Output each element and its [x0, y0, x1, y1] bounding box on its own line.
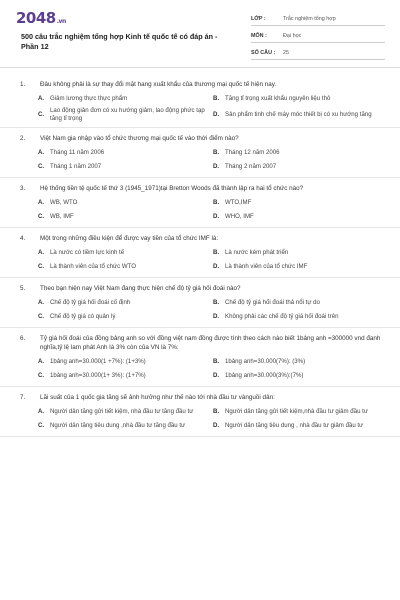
question-number: 6.: [20, 335, 26, 342]
option-letter: B.: [213, 199, 220, 206]
answer-option[interactable]: [38, 420, 213, 432]
logo-suffix: .vn: [56, 18, 66, 25]
answer-option[interactable]: [38, 147, 213, 159]
question-text: Đâu không phải là sự thay đổi mặt hang xuất khẩu của thương mại quốc tế hiện nay.: [40, 81, 277, 88]
question-item: [0, 74, 400, 128]
option-text: Lao động giản đơn có xu hướng giảm, lao động phức tạp tăng tỉ trọng: [50, 107, 205, 122]
option-text: Tăng tỉ trọng xuất khẩu nguyên liệu thô: [225, 95, 331, 102]
question-number: 4.: [20, 235, 26, 242]
answer-option[interactable]: [38, 311, 213, 323]
option-text: Người dân tăng tiêu dung ,nhà đầu tư tăng đầu tư: [50, 422, 186, 429]
document-meta: [251, 12, 385, 63]
question-item: [0, 328, 400, 387]
question-item: [0, 178, 400, 228]
option-text: 1bảng anh=30.000(7%): (3%): [225, 358, 306, 365]
option-letter: B.: [213, 358, 220, 365]
option-letter: A.: [38, 299, 45, 306]
answer-option[interactable]: [38, 247, 213, 259]
option-letter: A.: [38, 95, 45, 102]
option-text: Chế độ tỷ giá có quản lý: [50, 313, 116, 320]
answer-option[interactable]: [38, 161, 213, 173]
question-text: Hệ thống tiền tệ quốc tế thứ 3 (1945_1971)tại Bretton Woods đã thành lập ra hai tổ chức nào?: [40, 185, 304, 192]
question-number: 5.: [20, 285, 26, 292]
meta-value: Đại học: [283, 32, 302, 39]
option-letter: A.: [38, 149, 45, 156]
option-letter: D.: [213, 372, 220, 379]
answer-option[interactable]: [38, 261, 213, 273]
answer-option[interactable]: [213, 311, 388, 323]
answer-option[interactable]: [38, 297, 213, 309]
option-letter: A.: [38, 249, 45, 256]
option-text: Tháng 12 năm 2006: [225, 149, 280, 156]
option-letter: D.: [213, 263, 220, 270]
option-letter: B.: [213, 408, 220, 415]
answer-option[interactable]: [38, 406, 213, 418]
answer-option[interactable]: [38, 370, 213, 382]
meta-row-class: [251, 12, 385, 26]
option-letter: D.: [213, 163, 220, 170]
meta-row-subject: [251, 29, 385, 43]
answer-option[interactable]: [38, 356, 213, 368]
option-letter: C.: [38, 163, 45, 170]
option-text: WB, WTO: [50, 199, 78, 206]
option-letter: C.: [38, 372, 45, 379]
option-text: WB, IMF: [50, 213, 74, 220]
option-text: Tháng 1 năm 2007: [50, 163, 102, 170]
answer-option[interactable]: [213, 356, 388, 368]
option-text: Tháng 2 năm 2007: [225, 163, 277, 170]
question-list: [0, 74, 400, 437]
option-text: Chế độ tỷ giá hối đoái thả nổi tự do: [225, 299, 320, 306]
question-text: Lãi suất của 1 quốc gia tăng sẽ ảnh hưởng như thế nào tới nhà đầu tư vànguồi dân:: [40, 394, 275, 401]
question-text: Tỷ giá hối đoái của đồng bảng anh so với đồng việt nam đồng được tính theo cách nào biết 1bảng anh =300000 vnd đanh nghĩa,tỷ lệ lam phát Anh là 3% còn của VN là 7%:: [40, 335, 381, 351]
option-text: Tháng 11 năm 2006: [50, 149, 105, 156]
option-text: 1bảng anh=30.000(3%):(7%): [225, 372, 304, 379]
question-item: [0, 387, 400, 437]
question-item: [0, 228, 400, 278]
option-text: WHO, IMF: [225, 213, 254, 220]
option-text: Người dân tăng tiêu dung , nhà đầu tư giảm đầu tư: [225, 422, 364, 429]
answer-option[interactable]: [213, 297, 388, 309]
option-text: WTO,IMF: [225, 199, 252, 206]
meta-row-count: [251, 46, 385, 60]
option-text: Không phải các chế độ tỷ giá hối đoái trên: [225, 313, 339, 320]
option-text: Là thành viên của tổ chức WTO: [50, 263, 136, 270]
question-number: 3.: [20, 185, 26, 192]
header-divider: [0, 67, 400, 68]
answer-option[interactable]: [38, 197, 213, 209]
option-letter: D.: [213, 111, 220, 118]
question-number: 1.: [20, 81, 26, 88]
question-number: 2.: [20, 135, 26, 142]
option-text: 1bảng anh=30.000(1+ 3%): (1+7%): [50, 372, 146, 379]
option-letter: C.: [38, 263, 45, 270]
answer-option[interactable]: [38, 211, 213, 223]
option-letter: B.: [213, 249, 220, 256]
document-header: [0, 0, 400, 66]
answer-option[interactable]: [213, 107, 388, 123]
option-text: Là nước có tiềm lực kinh tế: [50, 249, 125, 256]
option-letter: D.: [213, 422, 220, 429]
option-text: Là nước kém phát triển: [225, 249, 289, 256]
question-text: Theo bạn hiện nay Việt Nam đang thực hiện chế độ tỷ giá hối đoái nào?: [40, 285, 241, 292]
answer-option[interactable]: [213, 261, 388, 273]
option-letter: D.: [213, 313, 220, 320]
option-text: 1bảng anh=30.000(1 +7%): (1+3%): [50, 358, 146, 365]
document-title: 500 câu trắc nghiệm tổng hợp Kinh tế quốc tế có đáp án - Phần 12: [21, 32, 218, 51]
option-letter: A.: [38, 358, 45, 365]
question-item: [0, 278, 400, 328]
meta-value: Trắc nghiệm tổng hợp: [283, 15, 336, 22]
question-text: Việt Nam gia nhập vào tổ chức thương mại quốc tế vào thời điểm nào?: [40, 135, 239, 142]
option-letter: A.: [38, 408, 45, 415]
answer-option[interactable]: [213, 161, 388, 173]
logo-main: 2048: [16, 9, 56, 27]
answer-option[interactable]: [213, 420, 388, 432]
option-letter: C.: [38, 313, 45, 320]
answer-option[interactable]: [213, 147, 388, 159]
meta-label: SỐ CÂU :: [251, 49, 276, 56]
option-text: Là thành viên của tổ chức IMF: [225, 263, 308, 270]
option-letter: B.: [213, 149, 220, 156]
answer-option[interactable]: [213, 406, 388, 418]
option-letter: D.: [213, 213, 220, 220]
answer-option[interactable]: [213, 370, 388, 382]
meta-value: 25: [283, 49, 289, 56]
option-text: Người dân tăng gửi tiết kiệm,nhà đầu tư giảm đầu tư: [225, 408, 368, 415]
option-text: Giảm lương thực thực phẩm: [50, 95, 128, 102]
question-text: Một trong những điều kiện để được vay tiền của tổ chức IMF là:: [40, 235, 219, 242]
meta-label: LỚP :: [251, 15, 266, 22]
answer-option[interactable]: [213, 93, 388, 105]
answer-option[interactable]: [213, 211, 388, 223]
site-logo[interactable]: [16, 9, 66, 27]
option-text: Chế độ tỷ giá hối đoái cố định: [50, 299, 131, 306]
option-letter: B.: [213, 95, 220, 102]
option-letter: B.: [213, 299, 220, 306]
answer-option[interactable]: [38, 93, 213, 105]
answer-option[interactable]: [38, 107, 213, 123]
answer-option[interactable]: [213, 197, 388, 209]
question-number: 7.: [20, 394, 26, 401]
question-item: [0, 128, 400, 178]
option-text: Người dân tăng gửi tiết kiệm, nhà đầu tư tăng đầu tư: [50, 408, 194, 415]
meta-label: MÔN :: [251, 32, 267, 39]
option-letter: C.: [38, 111, 45, 118]
option-letter: A.: [38, 199, 45, 206]
answer-option[interactable]: [213, 247, 388, 259]
option-letter: C.: [38, 213, 45, 220]
option-letter: C.: [38, 422, 45, 429]
option-text: Sản phẩm tinh chế máy móc thiết bị có xu hướng tăng: [225, 111, 372, 118]
